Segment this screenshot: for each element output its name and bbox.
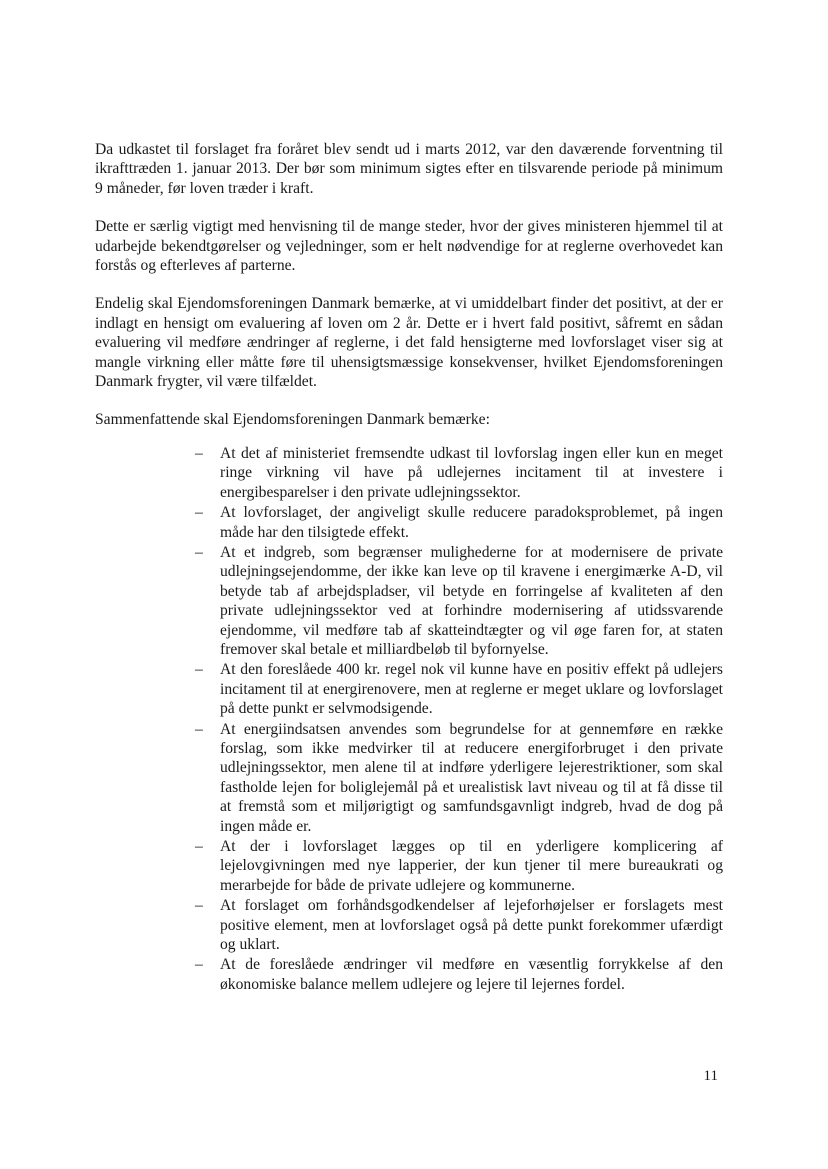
bullet-item: [195, 543, 723, 659]
paragraph-timeline: Da udkastet til forslaget fra foråret blev sendt ud i marts 2012, var den daværende forventning til ikrafttræden 1. januar 2013. Der bør som minimum sigtes efter en tilsvarende periode på minimum 9 måneder, før loven træder i kraft.: [95, 141, 723, 197]
dash-marker: –: [195, 444, 203, 462]
dash-marker: –: [195, 661, 203, 679]
bullet-item: [195, 503, 723, 542]
summary-bullet-list: [95, 444, 723, 994]
bullet-text: At lovforslaget, der angiveligt skulle reducere paradoksproblemet, på ingen måde har den tilsigtede effekt.: [220, 504, 723, 541]
dash-marker: –: [195, 956, 203, 974]
bullet-text: At den foreslåede 400 kr. regel nok vil kunne have en positiv effekt på udlejers incitament til at energirenovere, men at reglerne er meget uklare og lovforslaget på dette punkt er selvmodsigende.: [220, 661, 723, 718]
bullet-text: At de foreslåede ændringer vil medføre en væsentlig forrykkelse af den økonomiske balance mellem udlejere og lejere til lejernes fordel.: [220, 956, 723, 993]
bullet-item: [195, 444, 723, 502]
page-number: 11: [703, 1068, 718, 1084]
bullet-text: At energiindsatsen anvendes som begrundelse for at gennemføre en række forslag, som ikke medvirker til at reducere energiforbruget i den private udlejningssektor, men alene til at indføre yderligere lejerestriktioner, som skal fastholde lejen for boliglejemål på et urealistisk lavt niveau og til at få disse til at fremstå som et miljørigtigt og samfundsgavnligt indgreb, hvad de dog på ingen måde er.: [220, 720, 723, 835]
bullet-text: At det af ministeriet fremsendte udkast til lovforslag ingen eller kun en meget ringe virkning vil have på udlejernes incitament til at investere i energibesparelser i den private udlejningssektor.: [220, 444, 723, 501]
dash-marker: –: [195, 504, 203, 522]
bullet-text: At der i lovforslaget lægges op til en yderligere komplicering af lejelovgivningen med nye lapperier, der kun tjener til mere bureaukrati og merarbejde for både de private udlejere og kommunerne.: [220, 838, 723, 894]
dash-marker: –: [195, 543, 203, 561]
bullet-item: [195, 720, 723, 836]
bullet-text: At forslaget om forhåndsgodkendelser af lejeforhøjelser er forslagets mest positive element, men at lovforslaget også på dette punkt forekommer ufærdigt og uklart.: [220, 897, 723, 954]
dash-marker: –: [195, 897, 203, 915]
paragraph-summary-intro: Sammenfattende skal Ejendomsforeningen Danmark bemærke:: [95, 411, 490, 429]
bullet-item: [195, 837, 723, 895]
bullet-text: At et indgreb, som begrænser mulighederne for at modernisere de private udlejningsejendomme, der ikke kan leve op til kravene i energimærke A-D, vil betyde tab af arbejdspladser, vil betyde en forringelse af kvaliteten af den private udlejningssektor ved at forhindre modernisering af utidssvarende ejendomme, vil medføre tab af skatteindtægter og vil øge faren for, at staten fremover skal betale et milliardbeløb til byfornyelse.: [220, 543, 723, 658]
dash-marker: –: [195, 720, 203, 738]
dash-marker: –: [195, 838, 203, 855]
paragraph-evaluation: Endelig skal Ejendomsforeningen Danmark bemærke, at vi umiddelbart finder det positivt, at der er indlagt en hensigt om evaluering af loven om 2 år. Dette er i hvert fald positivt, såfremt en sådan evaluering vil medføre ændringer af reglerne, i det fald hensigterne med lovforslaget viser sig at mangle virkning eller måtte føre til uhensigtsmæssige konsekvenser, hvilket Ejendomsforeningen Danmark frygter, vil være tilfældet.: [95, 295, 723, 391]
bullet-item: [195, 955, 723, 994]
bullet-item: [195, 660, 723, 718]
document-page: [95, 140, 723, 995]
paragraph-ministerial-authority: Dette er særlig vigtigt med henvisning til de mange steder, hvor der gives ministeren hjemmel til at udarbejde bekendtgørelser og vejledninger, som er helt nødvendige for at reglerne overhovedet kan forstås og efterleves af parterne.: [95, 218, 723, 275]
bullet-item: [195, 896, 723, 954]
